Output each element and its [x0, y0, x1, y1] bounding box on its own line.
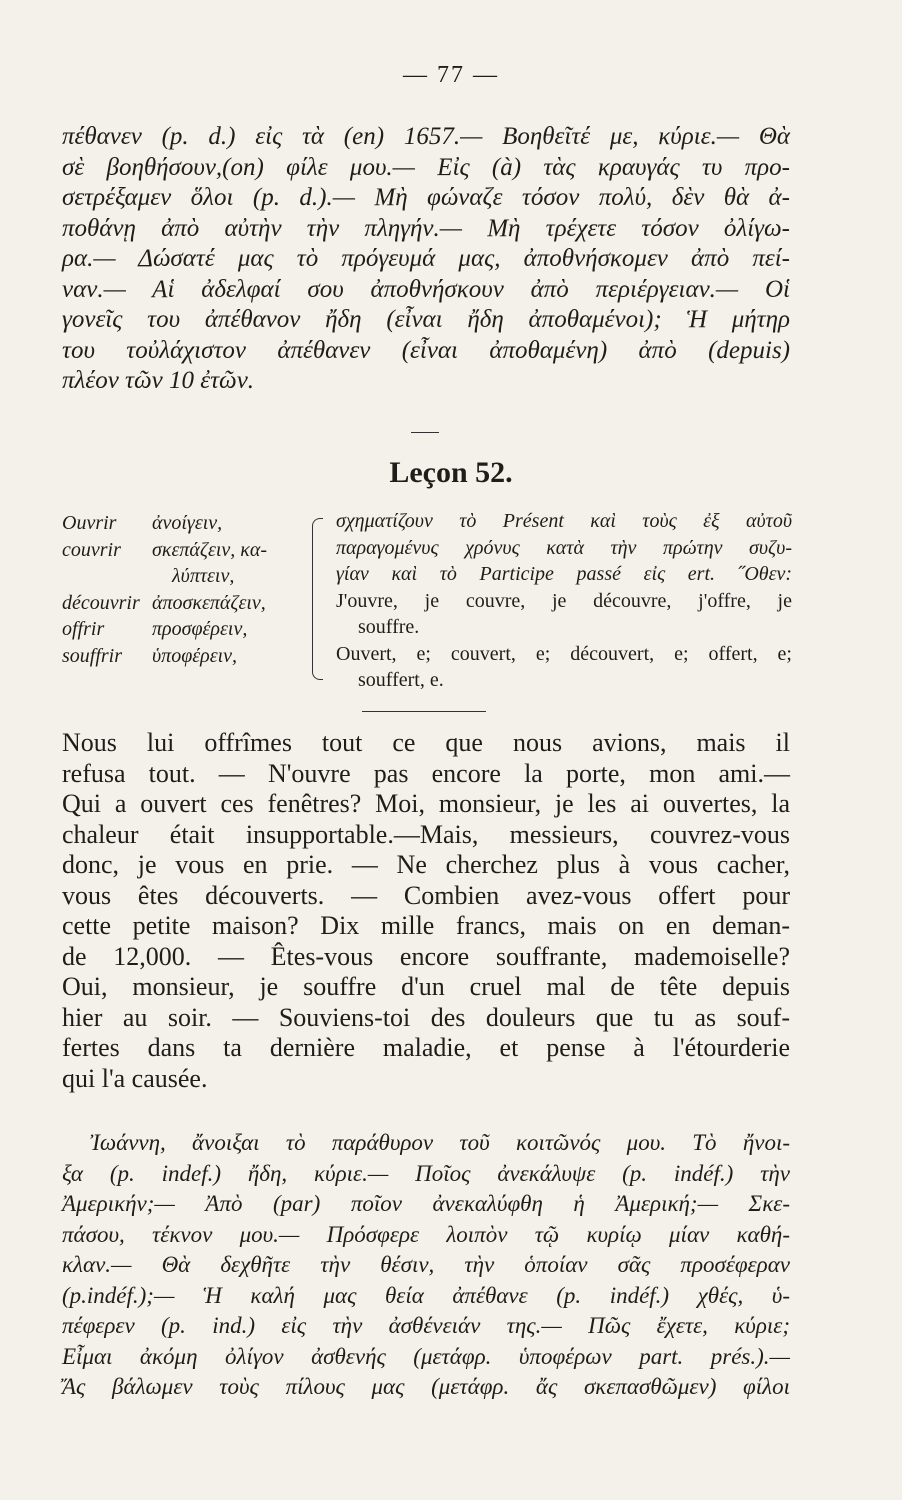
- french-exercise: [62, 728, 790, 1094]
- text-line: Ἄς βάλωμεν τοὺς πίλους μας (μετάφρ. ἄς σκεπασθῶμεν) φίλοι: [62, 1374, 790, 1399]
- vocab-greek: λύπτειν,: [172, 565, 235, 587]
- vocab-greek: σκεπάζειν, κα-: [152, 538, 268, 561]
- text-line: γονεῖς του ἀπέθανον ἤδη (εἶναι ἤδη ἀποθαμένοι); Ἡ μήτηρ: [62, 306, 790, 333]
- text-line: κλαν.— Θὰ δεχθῆτε τὴν θέσιν, τὴν ὁποίαν σᾶς προσέφεραν: [62, 1252, 790, 1277]
- section-divider: [411, 432, 439, 433]
- text-line: του τοὐλάχιστον ἀπέθανεν (εἶναι ἀποθαμένη) ἀπὸ (depuis): [62, 336, 790, 364]
- text-line: Εἶμαι ἀκόμη ὀλίγον ἀσθενής (μετάφρ. ὑποφέρων part. prés.).—: [62, 1343, 790, 1369]
- vocab-greek: προσφέρειν,: [152, 618, 248, 640]
- text-line: chaleur était insupportable.—Mais, messieurs, couvrez-vous: [62, 819, 790, 849]
- text-line: σετρέξαμεν ὅλοι (p. d.).— Μὴ φώναζε τόσον πολύ, δὲν θὰ ἀ-: [62, 184, 790, 211]
- text-line: fertes dans ta dernière maladie, et pense à l'étourderie: [62, 1033, 790, 1062]
- text-line: σὲ βοηθήσουν,(on) φίλε μου.— Εἰς (à) τὰς κραυγάς τυ προ-: [62, 153, 790, 181]
- vocab-greek: ὑποφέρειν,: [152, 644, 238, 667]
- text-line: πέφερεν (p. ind.) εἰς τὴν ἀσθένειάν της.— Πῶς ἔχετε, κύριε;: [62, 1313, 790, 1338]
- text-line: Ouvert, e; couvert, e; découvert, e; offert, e;: [336, 642, 792, 665]
- text-line: souffert, e.: [358, 669, 444, 691]
- text-line: hier au soir. — Souviens-toi des douleurs que tu as souf-: [62, 1002, 790, 1032]
- vocab-row: [62, 510, 342, 537]
- vocab-greek: ἀνοίγειν,: [152, 512, 223, 534]
- lesson-title: Leçon 52.: [389, 456, 513, 489]
- text-line: ποθάνῃ ἀπὸ αὐτὴν τὴν πληγήν.— Μὴ τρέχετε τόσον ὀλίγω-: [62, 214, 790, 242]
- vocab-french: découvrir: [62, 591, 140, 614]
- text-line: γίαν καὶ τὸ Participe passé εἰς ert. ˝Οθεν:: [336, 563, 792, 585]
- text-line: παραγομένυς χρόνυς κατὰ τὴν πρώτην συζυ-: [336, 536, 792, 559]
- text-line: πέθανεν (p. d.) εἰς τὰ (en) 1657.— Βοηθεῖτέ με, κύριε.— Θὰ: [62, 123, 790, 150]
- text-line: ξα (p. indef.) ἤδη, κύριε.— Ποῖος ἀνεκάλυψε (p. indéf.) τὴν: [62, 1160, 791, 1186]
- page-number: — 77 —: [403, 62, 499, 88]
- vocab-french: offrir: [62, 618, 105, 640]
- text-line: Ἰωάννη, ἄνοιξαι τὸ παράθυρον τοῦ κοιτῶνός μου. Τὸ ἤνοι-: [90, 1130, 790, 1155]
- text-line: Ἀμερικήν;— Ἀπὸ (par) ποῖον ἀνεκαλύφθη ἡ Ἀμερική;— Σκε-: [62, 1191, 790, 1216]
- text-line: qui l'a causée.: [62, 1063, 208, 1093]
- greek-exercise: [62, 1128, 790, 1403]
- text-line: (p.indéf.);— Ἡ καλή μας θεία ἀπέθανε (p. indéf.) χθές, ὑ-: [62, 1282, 790, 1308]
- vocab-french: Ouvrir: [62, 512, 117, 534]
- text-line: Oui, monsieur, je souffre d'un cruel mal de tête depuis: [62, 972, 790, 1001]
- text-line: donc, je vous en prie. — Ne cherchez plus à vous cacher,: [62, 850, 790, 879]
- vocab-row: [62, 590, 342, 617]
- text-line: ναν.— Αἱ ἀδελφαί σου ἀποθνήσκουν ἀπὸ περιέργειαν.— Οἱ: [62, 275, 790, 303]
- vocabulary-list: [62, 510, 342, 669]
- conjugation-explanation: [336, 508, 792, 694]
- text-line: vous êtes découverts. — Combien avez-vous offert pour: [62, 880, 790, 910]
- text-line: πλέον τῶν 10 ἐτῶν.: [62, 367, 255, 394]
- text-line: cette petite maison? Dix mille francs, mais on en deman-: [62, 911, 790, 940]
- section-divider: [362, 711, 486, 712]
- vocab-greek: ἀποσκεπάζειν,: [152, 591, 266, 614]
- text-line: σχηματίζουν τὸ Présent καὶ τοὺς ἐξ αὐτοῦ: [336, 510, 792, 532]
- text-line: Qui a ouvert ces fenêtres? Moi, monsieur, je les ai ouvertes, la: [62, 789, 790, 818]
- vocab-row: [62, 616, 342, 643]
- vocab-french: souffrir: [62, 644, 123, 667]
- text-line: de 12,000. — Êtes-vous encore souffrante, mademoiselle?: [62, 941, 790, 971]
- vocab-row: [62, 537, 342, 564]
- text-line: refusa tout. — N'ouvre pas encore la porte, mon ami.—: [62, 758, 790, 788]
- text-line: ρα.— Δώσατέ μας τὸ πρόγευμά μας, ἀποθνήσκομεν ἀπὸ πεί-: [62, 245, 790, 272]
- text-line: souffre.: [358, 616, 420, 638]
- vocab-row: [62, 643, 342, 670]
- text-line: J'ouvre, je couvre, je découvre, j'offre, je: [336, 589, 792, 612]
- vocab-row: [62, 563, 342, 590]
- text-line: πάσου, τέκνον μου.— Πρόσφερε λοιπὸν τῷ κυρίῳ μίαν καθή-: [62, 1221, 790, 1247]
- vocab-french: couvrir: [62, 538, 121, 561]
- grouping-brace: [312, 518, 323, 680]
- text-line: Nous lui offrîmes tout ce que nous avions, mais il: [62, 728, 790, 757]
- top-paragraph: [62, 122, 790, 397]
